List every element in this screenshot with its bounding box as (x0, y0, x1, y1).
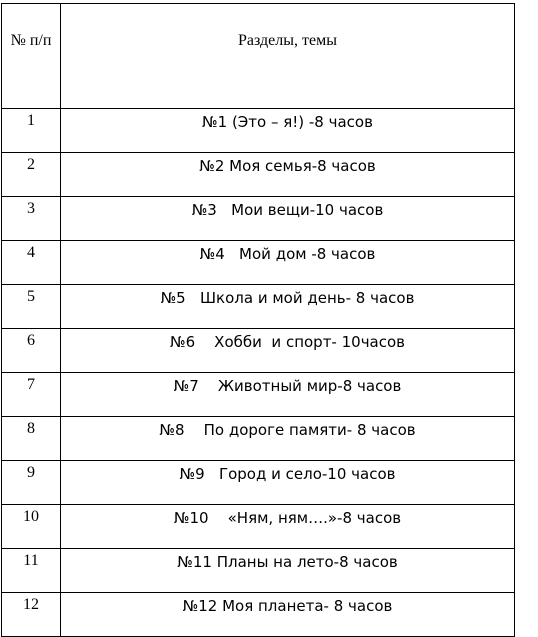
row-number-cell: 3 (2, 197, 61, 241)
header-topic-cell: Разделы, темы (61, 4, 515, 109)
row-number-cell: 4 (2, 241, 61, 285)
row-topic-cell: №8 По дороге памяти- 8 часов (61, 417, 515, 461)
table-row (2, 109, 515, 153)
row-number-cell: 8 (2, 417, 61, 461)
row-number-cell: 7 (2, 373, 61, 417)
row-number-cell: 11 (2, 549, 61, 593)
row-number-cell: 9 (2, 461, 61, 505)
table-row (2, 505, 515, 549)
row-number-cell: 10 (2, 505, 61, 549)
table-header-row (2, 4, 515, 109)
row-topic-cell: №1 (Это – я!) -8 часов (61, 109, 515, 153)
table-row (2, 373, 515, 417)
row-number-cell: 2 (2, 153, 61, 197)
row-topic-cell: №9 Город и село-10 часов (61, 461, 515, 505)
table-row (2, 417, 515, 461)
header-number-cell: № п/п (2, 4, 61, 109)
table-row (2, 153, 515, 197)
table-row (2, 329, 515, 373)
row-topic-cell: №11 Планы на лето-8 часов (61, 549, 515, 593)
row-topic-cell: №3 Мои вещи-10 часов (61, 197, 515, 241)
row-topic-cell: №7 Животный мир-8 часов (61, 373, 515, 417)
table-row (2, 549, 515, 593)
row-number-cell: 12 (2, 593, 61, 637)
table-row (2, 285, 515, 329)
row-topic-cell: №12 Моя планета- 8 часов (61, 593, 515, 637)
curriculum-table (1, 3, 515, 637)
table-row (2, 197, 515, 241)
row-number-cell: 1 (2, 109, 61, 153)
row-topic-cell: №2 Моя семья-8 часов (61, 153, 515, 197)
table-row (2, 241, 515, 285)
row-topic-cell: №6 Хобби и спорт- 10часов (61, 329, 515, 373)
table-row (2, 461, 515, 505)
row-number-cell: 6 (2, 329, 61, 373)
row-topic-cell: №5 Школа и мой день- 8 часов (61, 285, 515, 329)
row-topic-cell: №4 Мой дом -8 часов (61, 241, 515, 285)
row-number-cell: 5 (2, 285, 61, 329)
table-row (2, 593, 515, 637)
row-topic-cell: №10 «Ням, ням….»-8 часов (61, 505, 515, 549)
